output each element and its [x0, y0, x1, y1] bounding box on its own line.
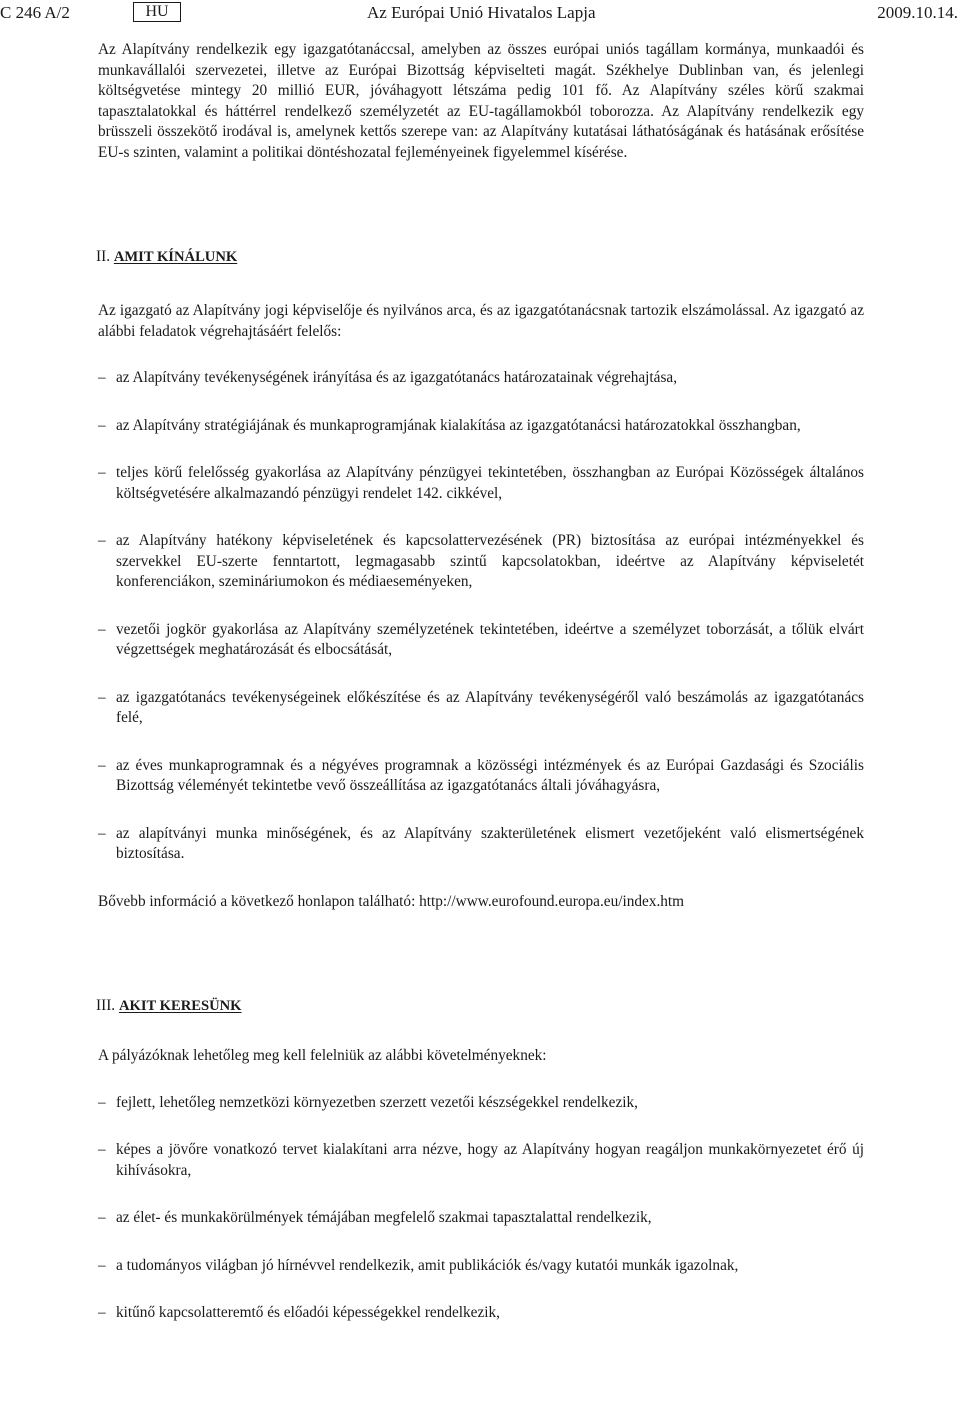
dash-bullet: –: [98, 464, 106, 481]
list-item: – teljes körű felelősség gyakorlása az Alapítvány pénzügyei tekintetében, összhangban az Európai Közösségek általános költségvetésére alkalmazandó pénzügyi rendelet 142. cikkével,: [98, 464, 864, 502]
section-intro-paragraph: Az igazgató az Alapítvány jogi képviselője és nyilvános arca, és az igazgatótanácsnak tartozik elszámolással. Az igazgató az alábbi feladatok végrehajtásáért felelős:: [98, 302, 864, 340]
more-info-line: Bővebb információ a következő honlapon található: http://www.eurofound.europa.eu/index.htm: [98, 892, 685, 910]
dash-bullet: –: [98, 416, 106, 434]
dash-bullet: –: [98, 532, 106, 549]
page-header: [0, 2, 960, 26]
dash-bullet: –: [98, 756, 106, 774]
list-item: – az igazgatótanács tevékenységeinek előkészítése és az Alapítvány tevékenységéről való beszámolás az igazgatótanács felé,: [98, 688, 864, 726]
list-item: – képes a jövőre vonatkozó tervet kialakítani arra nézve, hogy az Alapítvány hogyan reagáljon munkakörnyezetet érő új kihívásokra,: [98, 1141, 864, 1179]
dash-bullet: –: [98, 369, 106, 386]
dash-bullet: –: [98, 620, 106, 638]
list-item: – a tudományos világban jó hírnévvel rendelkezik, amit publikációk és/vagy kutatói munkák igazolnak,: [98, 1256, 864, 1277]
dash-bullet: –: [98, 1256, 106, 1274]
list-item: – vezetői jogkör gyakorlása az Alapítvány személyzetének tekintetében, ideértve a személyzet toborzását, a tőlük elvárt végzettségek meghatározását és elbocsátását,: [98, 620, 864, 658]
section-title: AKIT KERESÜNK: [118, 998, 242, 1014]
section-heading-offer: [96, 247, 864, 267]
intro-paragraph: Az Alapítvány rendelkezik egy igazgatótanáccsal, amelyben az összes európai uniós tagállam kormánya, munkaadói és munkavállalói szervezetei, illetve az Európai Bizottság képviselteti magát. Székhelye Dublinban van, és jelenlegi költségvetése mintegy 20 millió EUR, jóváhagyott létszáma pedig 101 fő. Az Alapítvány széles körű szakmai tapasztalatokkal és háttérrel rendelkező személyzetét az EU-tagállamokból toborozza. Az Alapítvány rendelkezik egy brüsszeli összekötő irodával is, amelynek kettős szerepe van: az Alapítvány kutatásai láthatóságának és hatásának erősítése EU-s szinten, valamint a politikai döntéshozatal fejleményeinek figyelemmel kísérése.: [98, 41, 864, 161]
list-item: – az Alapítvány hatékony képviseletének és kapcsolattervezésének (PR) biztosítása az európai intézményekkel és szervekkel EU-szerte fenntartott, legmagasabb szintű kapcsolatokban, ideértve az Alapítvány képviseletét konferenciákon, szemináriumokon és médiaeseményeken,: [98, 532, 864, 590]
section-intro-paragraph: A pályázóknak lehetőleg meg kell felelniük az alábbi követelményeknek:: [98, 1047, 547, 1064]
dash-bullet: –: [98, 1209, 106, 1226]
duties-list: [98, 368, 864, 865]
list-item: – fejlett, lehetőleg nemzetközi környezetben szerzett vezetői készségekkel rendelkezik,: [98, 1093, 864, 1114]
document-body: [98, 40, 864, 1324]
list-item: – az élet- és munkakörülmények témájában megfelelő szakmai tapasztalattal rendelkezik,: [98, 1208, 864, 1229]
list-item: – az Alapítvány stratégiájának és munkaprogramjának kialakítása az igazgatótanácsi határozatokkal összhangban,: [98, 416, 864, 437]
section-number: III.: [96, 997, 116, 1014]
dash-bullet: –: [98, 1141, 106, 1158]
dash-bullet: –: [98, 1093, 106, 1111]
section-heading-seek: [96, 996, 864, 1016]
list-item: – kitűnő kapcsolatteremtő és előadói képességekkel rendelkezik,: [98, 1303, 864, 1324]
language-code-box: HU: [133, 2, 181, 22]
list-item: – az éves munkaprogramnak és a négyéves programnak a közösségi intézmények és az Európai Gazdasági és Szociális Bizottság véleményét tekintetbe vevő összeállítása az igazgatótanács általi jóváhagyásra,: [98, 756, 864, 794]
journal-reference: C 246 A/2: [0, 3, 70, 22]
dash-bullet: –: [98, 1304, 106, 1321]
publication-date: 2009.10.14.: [877, 3, 958, 22]
list-item: – az alapítványi munka minőségének, és az Alapítvány szakterületének elismert vezetőjeként való elismertségének biztosítása.: [98, 824, 864, 862]
requirements-list: [98, 1093, 864, 1324]
section-number: II.: [96, 248, 111, 265]
journal-title: Az Európai Unió Hivatalos Lapja: [367, 3, 596, 22]
list-item: – az Alapítvány tevékenységének irányítása és az igazgatótanács határozatainak végrehajtása,: [98, 368, 864, 389]
dash-bullet: –: [98, 688, 106, 706]
section-title: AMIT KÍNÁLUNK: [113, 249, 238, 265]
dash-bullet: –: [98, 824, 106, 842]
